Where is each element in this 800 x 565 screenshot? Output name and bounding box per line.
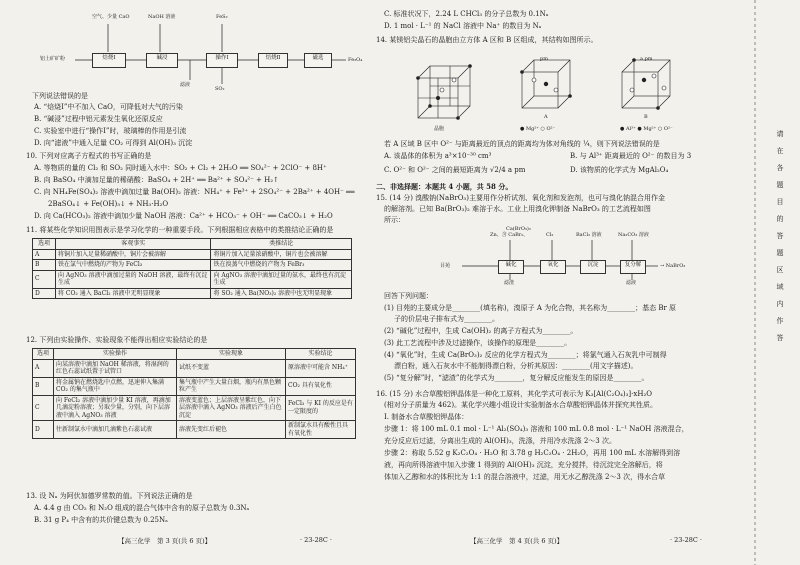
q11-header-option: 选项: [33, 239, 56, 250]
table-cell: 原溶液中可能含 NH₄⁺: [286, 359, 356, 377]
q9-option-d: D. 向“滤液”中通入足量 CO₂ 可得到 Al(OH)₃ 沉淀: [34, 139, 193, 147]
footer-code-right: · 23-28C ·: [670, 536, 702, 544]
table-row: [33, 260, 352, 271]
flow-start-right: 目苑: [440, 263, 451, 269]
table-cell: 溶液变蓝色；上层溶液呈紫红色，向下层溶液中滴入 AgNO₃ 溶液后产生白色沉淀: [177, 395, 286, 421]
crystal-dim-b: a pm: [640, 56, 653, 62]
flow-gas: SO₂: [215, 86, 225, 92]
flow-top-1: Zn、含 CaBr₂、: [490, 232, 529, 238]
q15-part-1a: (1) 目苑的主要成分是________(填名称)，溴原子 A 为化合物，其名称为________；基态 Br 原: [384, 304, 677, 312]
flow-end-right: → NaBrO₃: [660, 263, 686, 269]
q12-stem: 12. 下列由实验操作、实验现象不能得出相应实验结论的是: [26, 336, 208, 344]
q16-section-1: Ⅰ. 制备水合草酸铝钾晶体：: [384, 413, 469, 421]
q15-answer-stem: 回答下列问题：: [384, 292, 433, 300]
crystal-dim-a: pm: [540, 56, 548, 62]
table-cell: 将 SO₂ 通入 Ba(NO₃)₂ 溶液中也无明显现象: [211, 288, 352, 299]
q10-option-d: D. 向 Ca(HCO₃)₂ 溶液中滴加少量 NaOH 溶液：Ca²⁺ + HCO₃⁻ + OH⁻ ══ CaCO₃↓ + H₂O: [34, 212, 333, 220]
flow-box-3: 操作Ⅰ: [206, 53, 238, 68]
flow-box-1: 焙烧Ⅰ: [92, 53, 126, 68]
table-row: [33, 359, 356, 377]
table-row: [33, 421, 356, 439]
q16-step-2b: 液，再向所得溶液中加入步骤 1 得到的 Al(OH)₃ 沉淀，充分搅拌，待沉淀完全溶解后，将: [384, 461, 663, 469]
table-cell: 向 FeCl₂ 溶液中滴加少量 KI 溶液，再滴加几滴淀粉溶液；另取少量，分别，向下层溶液中滴入 AgNO₃ 溶液: [54, 395, 177, 421]
table-cell: 铁在氯气中燃烧的产物为 FeCl₃: [56, 260, 211, 271]
q13-option-a: A. 4.4 g 由 CO₂ 和 N₂O 组成的混合气体中含有的原子总数为 0.3Nₐ: [34, 504, 250, 512]
table-cell: D: [33, 288, 56, 299]
answer-margin: [745, 0, 800, 565]
q14-text: 若 A 区域 B 区中 O²⁻ 与距离最近的顶点的距离均为体对角线的 ¼，则下列说法错误的是: [384, 140, 660, 148]
q13-option-c: C. 标准状况下，2.24 L CHCl₃ 的分子总数为 0.1Nₐ: [384, 10, 549, 18]
table-row: [33, 249, 352, 260]
footer-page-4: 【高三化学 第 4 页(共 6 页)】: [470, 537, 564, 545]
q15-part-3: (3) 此工艺流程中涉及过滤操作，该操作的原理是________。: [384, 339, 572, 347]
flow-top-2: Ca(BrO₃)₂: [506, 226, 531, 232]
flow-box-2: 碱浸: [146, 53, 178, 68]
crystal-legend-b: ● Al³⁺ ● Mg²⁺ ○ O²⁻: [620, 126, 673, 132]
q15-part-4a: (4) “氧化”时，生成 Ca(BrO₃)₂ 反应的化学方程式为________；将氯气通入石灰乳中可制得: [384, 351, 667, 359]
q11-header-fact: 客观事实: [56, 239, 211, 250]
flow-box-5: 磁选: [304, 53, 332, 68]
flow-box-precipitate: 沉淀: [580, 260, 606, 274]
table-cell: 将 CO₂ 通入 BaCl₂ 溶液中无明显现象: [56, 288, 211, 299]
crystal-legend-a: ● Mg²⁺ ○ O²⁻: [520, 126, 556, 132]
q16-step-2a: 步骤 2：称取 5.52 g K₂C₂O₄ · H₂O 和 3.78 g H₂C₂O₄ · 2H₂O，再用 100 mL 水溶解得到溶: [384, 449, 681, 457]
q15-part-1b: 子的价层电子排布式为________。: [394, 315, 499, 323]
q13-stem: 13. 设 Nₐ 为阿伏加德罗常数的值。下列说法正确的是: [26, 492, 193, 500]
q16-stem-1: 16. (15 分) 水合草酸铝钾晶体是一种化工原料，其化学式可表示为 K₃[Al(C₂O₄)₃]·xH₂O: [376, 390, 652, 398]
q15-part-4b: 漂白粉，通入石灰水中不能制得漂白粉，分析其原因：________(用文字描述)。: [394, 362, 638, 370]
flow-top-3: Cl₂: [546, 232, 554, 238]
q12-header-phenomenon: 实验现象: [177, 349, 286, 360]
q13-option-b: B. 31 g P₄ 中含有的共价键总数为 0.25Nₐ: [34, 516, 168, 524]
margin-vertical-text: 请在各题目的答题区域内作答: [776, 130, 784, 351]
flow-bottom-1: 滤渣: [504, 280, 515, 286]
table-cell: CO₂ 具有氧化性: [286, 377, 356, 395]
q15-stem-3: 所示：: [384, 216, 405, 224]
q10-option-c2: 2BaSO₄↓ + Fe(OH)₃↓ + NH₃·H₂O: [48, 200, 169, 208]
crystal-caption-a: A: [544, 114, 548, 120]
flow-box-metathesis: 复分解: [620, 260, 646, 274]
table-cell: 向 AgNO₃ 溶液中滴加过量的氨水，最终也有沉淀生成: [211, 270, 352, 288]
flow-air: 空气、少量 CaO: [92, 14, 130, 20]
table-row: [33, 288, 352, 299]
table-row: [33, 395, 356, 421]
q13-option-d: D. 1 mol · L⁻¹ 的 NaCl 溶液中 Na⁺ 的数目为 Nₐ: [384, 22, 542, 30]
q15-part-5: (5) “复分解”时，“滤渣”的化学式为________，复分解反应能发生的原因是________。: [384, 374, 649, 382]
q9-option-c: C. 实验室中进行“操作Ⅰ”时，玻璃棒的作用是引流: [34, 127, 187, 135]
table-cell: 往新制氯水中滴加几滴紫色石蕊试液: [54, 421, 177, 439]
q15-part-2: (2) “碱化”过程中，生成 Ca(OH)₂ 的离子方程式为________。: [384, 327, 578, 335]
part-two-heading: 二、非选择题：本题共 4 小题，共 58 分。: [376, 182, 513, 191]
q11-header-conclusion: 类推结论: [211, 239, 352, 250]
crystal-caption-b: B: [644, 114, 648, 120]
table-cell: 向某溶液中滴加 NaOH 稀溶液，将湿润的红色石蕊试纸置于试管口: [54, 359, 177, 377]
q11-table: [32, 238, 352, 299]
q9-option-a: A. “焙烧Ⅰ”中不加入 CaO，可降低对大气的污染: [34, 103, 183, 111]
q16-step-2c: 体加入乙醇和水的体积比为 1:1 的混合溶液中，过滤，用无水乙醇洗涤 2～3 次，得水合草: [384, 473, 666, 481]
q14-stem: 14. 某镁铝尖晶石的晶胞由立方体 A 区和 B 区组成，其结构如图所示。: [376, 36, 598, 44]
q10-option-b: B. 向 BaSO₄ 中滴加足量的稀硝酸：BaSO₄ + 2H⁺ ══ Ba²⁺ + SO₄²⁻ + H₂↑: [34, 176, 279, 184]
flow-top-4: BaCl₂ 溶液: [576, 232, 602, 238]
q15-stem-1: 15. (14 分) 溴酸钠(NaBrO₃)主要用作分析试剂、氧化剂和发泡剂，也可与溴化钠混合用作金: [376, 194, 665, 202]
flow-fes2: FeS₂: [216, 14, 228, 20]
q12-table: [32, 348, 356, 439]
table-cell: B: [33, 377, 54, 395]
q12-header-operation: 实验操作: [54, 349, 177, 360]
table-cell: 溶液先变红后褪色: [177, 421, 286, 439]
table-header-row: [33, 349, 356, 360]
table-row: [33, 270, 352, 288]
q10-stem: 10. 下列对应离子方程式的书写正确的是: [26, 152, 152, 160]
flow-diagram-right: [370, 226, 742, 286]
table-cell: 集气瓶中产生大量白烟，瓶内有黑色颗粒产生: [177, 377, 286, 395]
flow-bottom-2: 滤液: [626, 280, 637, 286]
table-header-row: [33, 239, 352, 250]
table-cell: 向 AgNO₃ 溶液中滴加过量的 NaOH 溶液，最终有沉淀生成: [56, 270, 211, 288]
footer-page-3: 【高三化学 第 3 页(共 6 页)】: [118, 537, 212, 545]
q16-stem-2: (相对分子质量为 462)。某化学兴趣小组设计实验制备水合草酸铝钾晶体并探究其性质。: [384, 401, 658, 409]
table-cell: 将铜片加入足量浓硝酸中，铜片也会被溶解: [211, 249, 352, 260]
q14-option-a: A. 该晶体的体积为 a³×10⁻³⁰ cm³: [384, 152, 492, 160]
footer-code-left: · 23-28C ·: [300, 536, 332, 544]
table-cell: C: [33, 395, 54, 421]
q10-option-c1: C. 向 NH₄Fe(SO₄)₂ 溶液中滴加过量 Ba(OH)₂ 溶液：NH₄⁺ + Fe³⁺ + 2SO₄²⁻ + 2Ba²⁺ + 4OH⁻ ══: [34, 188, 355, 196]
q9-stem: 下列说法错误的是: [32, 92, 88, 100]
q12-header-option: 选项: [33, 349, 54, 360]
q14-option-d: D. 该物质的化学式为 MgAl₂O₄: [570, 166, 669, 174]
q15-stem-2: 的解溶剂。已知 Ba(BrO₃)₂ 难溶于水。工业上用溴化钾制备 NaBrO₃ 的工艺流程如图: [384, 205, 651, 213]
flow-box-4: 焙烧Ⅱ: [258, 53, 288, 68]
left-page: [0, 0, 370, 565]
q12-header-conclusion: 实验结论: [286, 349, 356, 360]
crystal-caption-cell: 晶胞: [434, 126, 445, 132]
q9-option-b: B. “碱浸”过程中铝元素发生氧化还原反应: [34, 115, 163, 123]
right-page: [370, 0, 742, 565]
q14-option-b: B. 与 Al³⁺ 距离最近的 O²⁻ 的数目为 3: [570, 152, 692, 160]
table-cell: A: [33, 249, 56, 260]
table-cell: 铁在溴蒸气中燃烧的产物为 FeBr₃: [211, 260, 352, 271]
flow-naoh: NaOH 溶液: [148, 14, 176, 20]
table-cell: D: [33, 421, 54, 439]
q11-stem: 11. 将某些化学知识用图表示是学习化学的一种重要手段。下列根据相应表格中的类推结论正确的是: [26, 226, 334, 234]
q10-option-a: A. 等物质的量的 Cl₂ 和 SO₂ 同时通入水中：SO₂ + Cl₂ + 2H₂O ══ SO₄²⁻ + 2ClO⁻ + 8H⁺: [34, 164, 327, 172]
table-cell: C: [33, 270, 56, 288]
table-cell: B: [33, 260, 56, 271]
flow-box-alkalize: 碱化: [498, 260, 524, 274]
flow-start: 铝土矿矿粉: [40, 56, 66, 62]
q14-option-c: C. O²⁻ 和 O²⁻ 之间的最短距离为 √2/4 a pm: [384, 166, 526, 174]
table-cell: A: [33, 359, 54, 377]
q16-step-1a: 步骤 1：将 100 mL 0.1 mol · L⁻¹ Al₂(SO₄)₃ 溶液和 100 mL 0.8 mol · L⁻¹ NaOH 溶液混合，: [384, 425, 689, 433]
table-cell: FeCl₃ 与 KI 的反应是有一定限度的: [286, 395, 356, 421]
table-cell: 将金属钠在燃烧匙中点燃，迅速伸入集满 CO₂ 的集气瓶中: [54, 377, 177, 395]
flow-box-oxidize: 氧化: [540, 260, 566, 274]
flow-product: Fe₃O₄: [348, 57, 363, 63]
q16-step-1b: 充分反应后过滤，分离出生成的 Al(OH)₃，洗涤，并用冷水洗涤 2～3 次。: [384, 437, 616, 445]
table-row: [33, 377, 356, 395]
table-cell: 新制氯水具有酸性且具有氧化性: [286, 421, 356, 439]
flow-top-5: Na₂CO₃ 溶液: [618, 232, 649, 238]
table-cell: 将铜片加入足量稀硝酸中，铜片会被溶解: [56, 249, 211, 260]
table-cell: 试纸不变蓝: [177, 359, 286, 377]
flow-filtrate: 滤液: [180, 82, 191, 88]
